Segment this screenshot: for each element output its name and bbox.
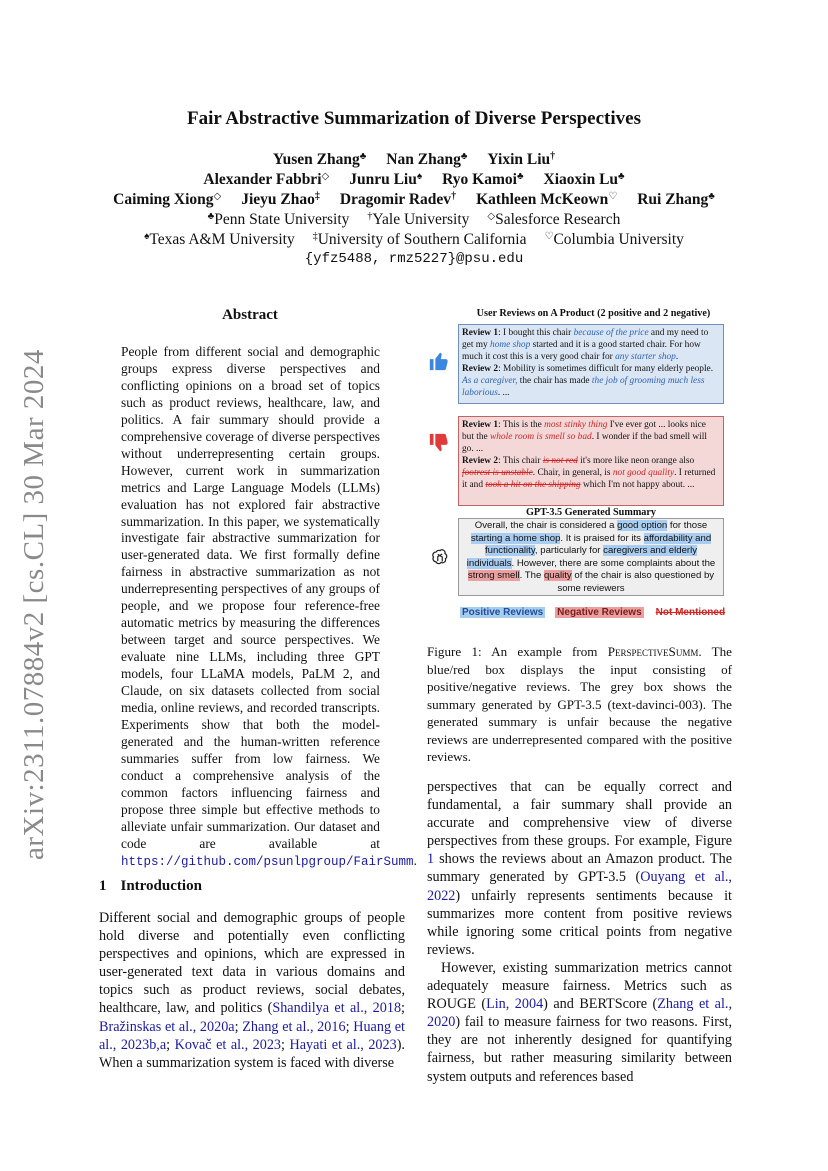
thumb-up-icon: [428, 350, 450, 372]
gpt-summary-box: [458, 518, 724, 596]
positive-reviews-box: [458, 324, 724, 404]
citation-link[interactable]: Zhang et al., 2016: [242, 1018, 346, 1035]
review-label: Review 1: [462, 328, 499, 338]
text-segment: I've ever got ... looks nice but the: [462, 420, 706, 443]
affiliation-line-2: [0, 231, 828, 249]
text-segment: . It is praised for its: [560, 532, 644, 544]
right-text-d: However, existing summarization metrics cannot adequately measure fairness. Metrics such as ROUGE (: [427, 959, 732, 1013]
abstract-end: .: [413, 852, 417, 868]
affiliation-mark: †: [550, 151, 556, 162]
text-segment: . However, there are some complaints about the: [511, 557, 716, 569]
affiliation-mark: ♣: [207, 211, 215, 222]
author-name: Kathleen McKeown♡: [476, 191, 618, 208]
review-label: Review 2: [462, 456, 499, 467]
affiliation-mark: ♠: [416, 171, 423, 182]
highlighted-phrase: good option: [617, 520, 668, 531]
author-name: Alexander Fabbri◇: [203, 171, 330, 188]
author-line-3: [0, 191, 828, 209]
author-name: Nan Zhang♣: [386, 151, 468, 168]
author-name: Jieyu Zhao‡: [241, 191, 320, 208]
highlighted-phrase: home shop: [490, 340, 531, 351]
affiliation-mark: ♠: [144, 231, 150, 242]
text-segment: : Mobility is sometimes difficult for many elderly people.: [498, 364, 714, 375]
affiliation-mark: ♡: [608, 191, 618, 202]
review-label: Review 2: [462, 364, 499, 375]
code-link[interactable]: https://github.com/psunlpgroup/FairSumm: [121, 854, 414, 869]
affiliation: ♣Penn State University: [207, 211, 350, 228]
paper-title: Fair Abstractive Summarization of Diverse Perspectives: [187, 108, 641, 129]
affiliation-mark: ♡: [544, 231, 554, 242]
text-segment: .: [675, 352, 679, 363]
figure-ref-link[interactable]: 1: [427, 851, 435, 868]
right-column-body: [427, 778, 732, 1086]
legend-negative: Negative Reviews: [557, 607, 642, 618]
negative-review-2: [462, 455, 720, 491]
author-line-1: [0, 151, 828, 169]
author-name: Rui Zhang♣: [637, 191, 715, 208]
caption-text-b: . The blue/red box displays the input consisting of positive/negative reviews. The grey box shows the summary generated by GPT-3.5 (text-davinci-003). The generated summary is unfair because the negative reviews are underrepresented compared with the positive reviews.: [427, 644, 732, 764]
thumb-down-icon: [428, 432, 450, 454]
citation-link[interactable]: Huang et al., 2023b,a: [99, 1018, 405, 1053]
figure-title: User Reviews on A Product (2 positive and 2 negative): [476, 308, 711, 319]
right-text-e: ) and BERTScore (: [543, 996, 658, 1013]
text-segment: : I bought this chair: [498, 328, 574, 338]
affiliation-mark: ‡: [314, 191, 320, 202]
text-segment: . I returned it and: [462, 468, 716, 491]
highlighted-phrase: As a caregiver,: [462, 376, 518, 387]
author-name: Dragomir Radev†: [339, 191, 457, 208]
affiliation-mark: ◇: [213, 191, 222, 202]
author-name: Yixin Liu†: [487, 151, 556, 168]
highlighted-phrase: footrest is unstable: [462, 468, 533, 479]
text-segment: of the chair is also questioned by some reviewers: [557, 570, 715, 594]
highlighted-phrase: is not red: [542, 456, 578, 467]
text-segment: and my need to get my: [462, 328, 709, 351]
affiliation: ♠Texas A&M University: [144, 231, 295, 248]
negative-reviews-box: [458, 416, 724, 506]
legend-positive: Positive Reviews: [462, 607, 544, 618]
right-text-b: shows the reviews about an Amazon product. The summary generated by GPT-3.5 (: [427, 851, 732, 886]
citation-link[interactable]: Kovač et al., 2023: [174, 1036, 282, 1053]
highlighted-phrase: whole room is smell so bad: [490, 432, 592, 443]
section-title: Introduction: [120, 878, 202, 894]
abstract-heading: Abstract: [222, 307, 278, 323]
highlighted-phrase: not good quality: [612, 468, 675, 479]
text-segment: , particularly for: [534, 545, 604, 556]
author-name: Yusen Zhang♣: [272, 151, 367, 168]
affiliation-mark: ♣: [516, 171, 524, 182]
highlighted-phrase: took a hit on the shipping: [485, 480, 581, 491]
abstract-body: [121, 344, 417, 871]
intro-paragraph: Different social and demographic groups of people hold diverse and potentially even conflicting perspectives and opinions, which are expressed in user-generated text data in various domains and topics such as product reviews, social debates, healthcare, law, and politics (Shandilya et al., 2018; Bražinskas et al., 2020a; Zhang et al., 2016; Huang et al., 2023b,a; Kovač et al., 2023; Hayati et al., 2023). When a summarization system is faced with diverse: [99, 910, 405, 1071]
gpt-summary-title: GPT-3.5 Generated Summary: [525, 507, 657, 518]
citation-link[interactable]: Shandilya et al., 2018: [272, 1000, 402, 1017]
affiliation-mark: †: [451, 191, 457, 202]
affiliation: ‡University of Southern California: [312, 231, 527, 248]
text-segment: . The: [519, 570, 544, 581]
text-segment: started and it is a good started chair. For how much it cost this is a very good chair for: [462, 340, 701, 363]
highlighted-phrase: quality: [543, 570, 572, 581]
author-name: Caiming Xiong◇: [113, 191, 222, 208]
highlighted-phrase: because of the price: [573, 328, 649, 338]
gpt-icon: [431, 548, 449, 566]
citation-link[interactable]: Hayati et al., 2023: [289, 1036, 397, 1053]
section-number: 1: [99, 878, 107, 894]
author-line-2: [0, 171, 828, 189]
dataset-name: PerspectiveSumm: [607, 644, 699, 659]
text-segment: the chair has made: [517, 376, 592, 387]
intro-text-a: Different social and demographic groups of people hold diverse and potentially even conflicting perspectives and opinions, which are expressed in user-generated text data in various domains and topics such as product reviews, social debates, healthcare, law, and politics (: [99, 910, 405, 1017]
affiliation: †Yale University: [367, 211, 470, 228]
affiliation-mark: ♣: [618, 171, 625, 182]
affiliation: ◇Salesforce Research: [487, 211, 621, 228]
right-text-c: ) unfairly represents sentiments because it summarizes more content from positive reviews while ignoring some critical points from negative reviews.: [427, 887, 732, 958]
text-segment: : This is the: [498, 420, 545, 430]
highlighted-phrase: starting a home shop: [470, 532, 561, 544]
intro-text-b: ). When a summarization system is faced with diverse: [99, 1036, 405, 1071]
affiliation-mark: ♣: [359, 151, 367, 162]
review-label: Review 1: [462, 420, 499, 430]
author-name: Junru Liu♠: [349, 171, 423, 188]
text-segment: . Chair, in general, is: [532, 468, 613, 479]
author-name: Ryo Kamoi♣: [442, 171, 524, 188]
figure-legend: [460, 607, 728, 618]
text-segment: it's more like neon orange also: [577, 456, 695, 467]
caption-text-a: Figure 1: An example from: [427, 644, 608, 659]
author-emails: {yfz5488, rmz5227}@psu.edu: [304, 251, 524, 267]
legend-not-mentioned: Not Mentioned: [655, 607, 726, 618]
abstract-text: People from different social and demographic groups express diverse perspectives and conflicting opinions on a broad set of topics such as product reviews, healthcare, law, and politics. A fair summary should provide a comprehensive coverage of diverse perspectives without underrepresenting certain groups. However, current work in summarization metrics and Large Language Models (LLMs) evaluation has not explored fair abstractive summarization. In this paper, we systematically investigate fair abstractive summarization for user-generated data. We first formally define fairness in abstractive summarization as not underrepresenting perspectives of any groups of people, and we propose four reference-free automatic metrics by measuring the differences between target and source perspectives. We evaluate nine LLMs, including three GPT models, four LLaMA models, PaLM 2, and Claude, on six datasets collected from social media, online reviews, and recorded transcripts. Experiments show that both the model-generated and the human-written reference summaries suffer from low fairness. We conduct a comprehensive analysis of the common factors influencing fairness and propose three simple but effective methods to alleviate unfair summarization. Our dataset and code are available at: [121, 344, 380, 851]
highlighted-phrase: most stinky thing: [544, 420, 608, 430]
highlighted-phrase: affordability and functionality: [484, 532, 712, 556]
highlighted-phrase: strong smell: [467, 570, 520, 581]
right-text-a: perspectives that can be equally correct and fundamental, a fair summary shall provide an accurate and comprehensive view of diverse perspectives from these groups. For example, Figure: [427, 779, 732, 850]
affiliation-mark: ♣: [708, 191, 715, 202]
affiliation: ♡Columbia University: [544, 231, 684, 248]
text-segment: . ...: [497, 388, 510, 399]
citation-link[interactable]: Zhang et al., 2020: [427, 996, 732, 1031]
highlighted-phrase: any starter shop: [615, 352, 676, 363]
text-segment: : This chair: [498, 456, 543, 467]
section-heading-introduction: [99, 878, 202, 895]
affiliation-mark: ◇: [487, 211, 496, 222]
figure-caption: [427, 643, 732, 766]
affiliation-mark: ‡: [312, 231, 318, 242]
affiliation-mark: †: [367, 211, 373, 222]
highlighted-phrase: caregivers and elderly individuals: [466, 545, 698, 569]
text-segment: . I wonder if the bad smell will go. ...: [462, 432, 707, 455]
affiliation-mark: ♣: [460, 151, 468, 162]
positive-review-2: [462, 363, 720, 399]
arxiv-stamp: arXiv:2311.07884v2 [cs.CL] 30 Mar 2024: [18, 349, 50, 860]
author-name: Xiaoxin Lu♣: [543, 171, 625, 188]
positive-review-1: [462, 327, 720, 363]
text-segment: Overall, the chair is considered a: [474, 520, 618, 531]
negative-review-1: [462, 419, 720, 455]
citation-link[interactable]: Bražinskas et al., 2020a: [99, 1018, 235, 1035]
highlighted-phrase: the job of grooming much less laborious: [462, 376, 705, 399]
affiliation-line-1: [0, 211, 828, 229]
affiliation-mark: ◇: [321, 171, 330, 182]
citation-link[interactable]: Ouyang et al., 2022: [427, 869, 732, 904]
text-segment: which I'm not happy about. ...: [580, 480, 695, 491]
text-segment: for those: [667, 520, 708, 531]
right-text-f: ) fail to measure fairness for two reasons. First, they are not inherently designed for quantifying fairness, but rather measuring similarity between system outputs and references based: [427, 1014, 732, 1085]
citation-link[interactable]: Lin, 2004: [486, 996, 544, 1013]
